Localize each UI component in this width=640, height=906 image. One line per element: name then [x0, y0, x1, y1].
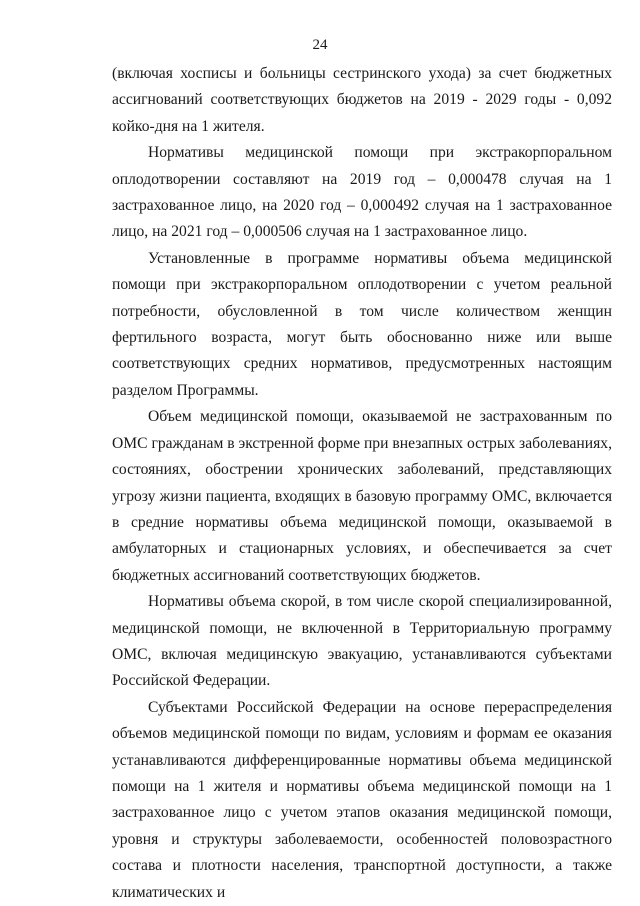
- page-number: 24: [312, 37, 328, 53]
- paragraph-ambulance-norms: Нормативы объема скорой, в том числе скорой специализированной, медицинской помощи, не включенной в Территориальную программу ОМС, включая медицинскую эвакуацию, устанавливаются субъектами Российской Федерации.: [112, 593, 612, 690]
- document-body: [112, 61, 612, 906]
- paragraph-eco-deviation: Установленные в программе нормативы объема медицинской помощи при экстракорпоральном оплодотворении с учетом реальной потребности, обусловленной в том числе количеством женщин фертильного возраста, могут быть обоснованно ниже или выше соответствующих средних нормативов, предусмотренных настоящим разделом Программы.: [112, 249, 612, 399]
- paragraph-uninsured-emergency: Объем медицинской помощи, оказываемой не застрахованным по ОМС гражданам в экстренной форме при внезапных острых заболеваниях, состояниях, обострении хронических заболеваний, представляющих угрозу жизни пациента, входящих в базовую программу ОМС, включается в средние нормативы объема медицинской помощи, оказываемой в амбулаторных и стационарных условиях, и обеспечивается за счет бюджетных ассигнований соответствующих бюджетов.: [112, 408, 612, 584]
- paragraph-eco-norms: Нормативы медицинской помощи при экстракорпоральном оплодотворении составляют на 2019 год – 0,000478 случая на 1 застрахованное лицо, на 2020 год – 0,000492 случая на 1 застрахованное лицо, на 2021 год – 0,000506 случая на 1 застрахованное лицо.: [112, 144, 612, 241]
- paragraph-continued: (включая хосписы и больницы сестринского ухода) за счет бюджетных ассигнований соответствующих бюджетов на 2019 - 2029 годы - 0,092 койко-дня на 1 жителя.: [112, 65, 612, 135]
- paragraph-differentiated-norms: Субъектами Российской Федерации на основе перераспределения объемов медицинской помощи по видам, условиям и формам ее оказания устанавливаются дифференцированные нормативы объема медицинской помощи на 1 жителя и нормативы объема медицинской помощи на 1 застрахованное лицо с учетом этапов оказания медицинской помощи, уровня и структуры заболеваемости, особенностей половозрастного состава и плотности населения, транспортной доступности, а также климатических и: [112, 698, 612, 901]
